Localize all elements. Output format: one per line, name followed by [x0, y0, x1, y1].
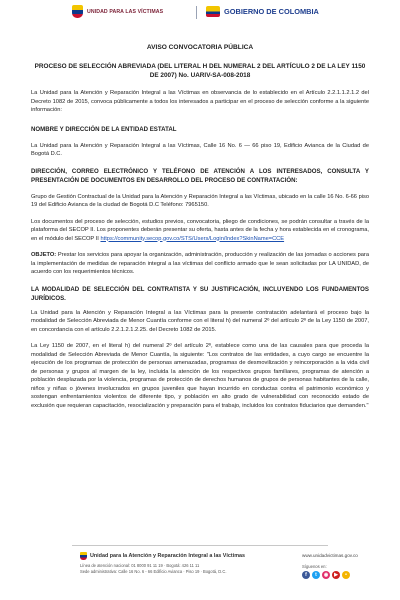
- footer-org: [80, 552, 290, 560]
- secop-link[interactable]: https://community.secop.gov.co/STS/Users/Login/Index?SkinName=CCE: [100, 235, 285, 242]
- colombia-shield-icon: [72, 5, 83, 18]
- instagram-icon[interactable]: ◉: [323, 572, 329, 578]
- documents-text: Los documentos del proceso de selección, estudios previos, convocatoria, pliego de condiciones, se podrán consultar a través de la plataforma del SECOP II. Los proponentes deberán presentar su oferta, hasta antes de la fecha y hora establecida en el cronograma, en el módulo del SECOP II: [31, 218, 369, 242]
- follow-label: Síguenos en:: [302, 564, 327, 569]
- government-logo: [206, 6, 319, 17]
- footer-org-name: Unidad para la Atención y Reparación Integral a las Víctimas: [90, 553, 245, 559]
- documents-paragraph: [31, 218, 369, 244]
- flickr-icon[interactable]: •: [342, 571, 350, 579]
- footer-contact: [80, 552, 290, 574]
- government-logo-text: GOBIERNO DE COLOMBIA: [224, 7, 319, 16]
- entity-heading: NOMBRE Y DIRECCIÓN DE LA ENTIDAD ESTATAL: [31, 125, 177, 133]
- logo-divider: [196, 6, 197, 19]
- intro-paragraph: La Unidad para la Atención y Reparación Integral a las Víctimas en observancia de lo establecido en el Artículo 2.2.1.1.2.1.2 del Decreto 1082 de 2015, convoca públicamente a todos los interesados a participar en el proceso de selección conforme a la siguiente información:: [31, 90, 369, 113]
- entity-paragraph: La Unidad para la Atención y Reparación Integral a las Víctimas, Calle 16 No. 6 — 66 piso 19, Edificio Avianca de la Ciudad de Bogotá D.C.: [31, 142, 369, 157]
- document-title: AVISO CONVOCATORIA PÚBLICA: [146, 44, 254, 51]
- contact-heading: DIRECCIÓN, CORREO ELECTRÓNICO Y TELÉFONO DE ATENCIÓN A LOS INTERESADOS, CONSULTA Y PRESENTACIÓN DE DOCUMENTOS EN DESARROLLO DEL PROCESO DE CONTRATACIÓN:: [31, 167, 369, 184]
- document-body: [31, 44, 369, 410]
- footer-phone-line: Línea de atención nacional: 01 8000 91 11 19 · Bogotá: 426 11 11: [80, 563, 200, 568]
- contact-paragraph: Grupo de Gestión Contractual de la Unidad para la Atención y Reparación Integral a las Víctimas, ubicado en la calle 16 No. 6-66 piso 19 del Edificio Avianca de la ciudad de Bogotá D.C Teléfono: 7965150.: [31, 193, 369, 208]
- page-header: [0, 0, 400, 26]
- social-icons: [302, 571, 382, 579]
- twitter-icon[interactable]: t: [312, 571, 320, 579]
- youtube-icon[interactable]: ▶: [332, 571, 340, 579]
- object-label: OBJETO:: [31, 252, 57, 258]
- footer-address-line: Sede administrativa: Calle 16 No. 6 - 66 Edificio Avianca · Piso 19 · Bogotá, D.C.: [80, 568, 227, 574]
- colombia-flag-icon: [206, 6, 220, 17]
- footer-divider: [72, 545, 328, 546]
- victims-unit-logo: [72, 5, 163, 18]
- footer-web: [302, 553, 382, 579]
- page-footer: [0, 545, 400, 600]
- process-title: PROCESO DE SELECCIÓN ABREVIADA (DEL LITERAL H DEL NUMERAL 2 DEL ARTÍCULO 2 DE LA LEY 1150 DE 2007) No. UARIV-SA-008-2018: [34, 63, 366, 79]
- website-link[interactable]: www.unidadvictimas.gov.co: [302, 553, 358, 558]
- victims-unit-logo-text: UNIDAD PARA LAS VÍCTIMAS: [87, 8, 164, 15]
- object-paragraph: [31, 251, 369, 277]
- law-paragraph: La Ley 1150 de 2007, en el literal h) del numeral 2º del artículo 2º, establece como una de las causales para que proceda la modalidad de Selección Abreviada de Menor Cuantía, la siguiente: "Los contratos de las entidades, a cuyo cargo se encuentre la ejecución de los programas de protección de personas amenazadas, programas de desmovilización y reincorporación a la vida civil de personas y grupos al margen de la ley, incluida la atención de los respectivos grupos familiares, programas de atención a población desplazada por la violencia, programas de protección de derechos humanos de grupos de personas habitantes de la calle, niños y niñas o jóvenes involucrados en grupos juveniles que hayan incurrido en conductas contra el patrimonio económico y sostengan enfrentamientos violentos de diferente tipo, y población en alto grado de vulnerabilidad con reconocido estado de exclusión que requieran capacitación, resocialización y preparación para el trabajo, incluidos los contratos fiduciarios que demanden.": [31, 343, 369, 409]
- footer-shield-icon: [80, 552, 87, 560]
- facebook-icon[interactable]: f: [302, 571, 310, 579]
- object-text: Prestar los servicios para apoyar la organización, administración, producción y realización de las jornadas o acciones para la implementación de medidas de reparación integral a las víctimas del conflicto armado que le sean solicitadas por LA UNIDAD, de acuerdo con los requerimientos técnicos.: [31, 252, 369, 275]
- modality-heading: LA MODALIDAD DE SELECCIÓN DEL CONTRATISTA Y SU JUSTIFICACIÓN, INCLUYENDO LOS FUNDAMENTOS JURÍDICOS.: [31, 285, 369, 302]
- modality-paragraph: La Unidad para la Atención y Reparación Integral a las Víctimas para la presente contratación adelantará el proceso bajo la modalidad de Selección Abreviada de Menor Cuantía conforme con el literal h) del numeral 2º del artículo 2º de la Ley 1150 de 2007, en concordancia con el artículo 2.2.1.2.1.2.25. del Decreto 1082 de 2015.: [31, 309, 369, 333]
